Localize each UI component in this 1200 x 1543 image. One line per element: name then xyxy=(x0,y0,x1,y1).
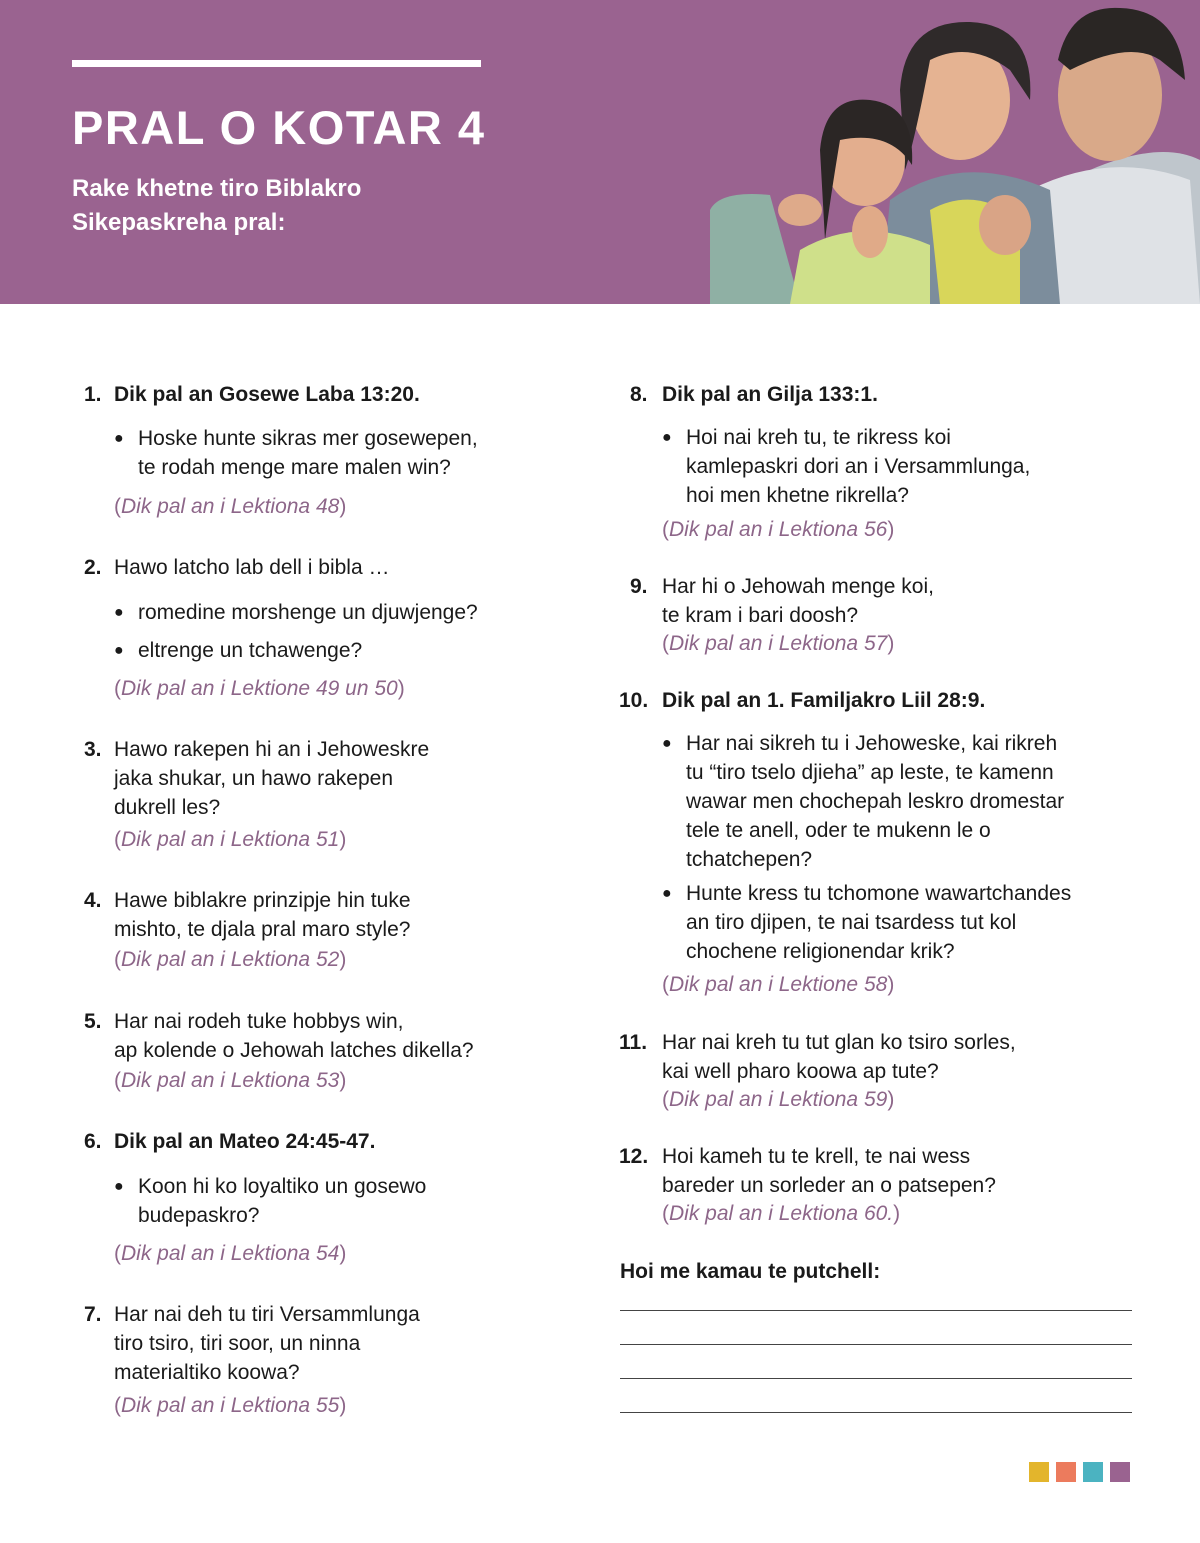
question-12 xyxy=(619,1142,996,1200)
question-text-line: Har nai kreh tu tut glan ko tsiro sorles, xyxy=(662,1031,1016,1054)
lesson-reference xyxy=(662,629,894,658)
bullet-dot-icon: ● xyxy=(662,429,672,446)
lesson-reference-text: (Dik pal an i Lektiona 48) xyxy=(114,495,347,518)
bullet-text-line: tchatchepen? xyxy=(686,848,813,871)
swatch-orange xyxy=(1056,1462,1076,1482)
bullet-text-line: an tiro djipen, te nai tsardess tut kol xyxy=(686,911,1017,934)
question-number: 6. xyxy=(84,1130,102,1153)
question-text-line: jaka shukar, un hawo rakepen xyxy=(114,767,394,790)
bullet-text-line: budepaskro? xyxy=(138,1204,260,1227)
question-number: 1. xyxy=(84,383,102,406)
lesson-reference xyxy=(114,492,346,521)
question-number: 7. xyxy=(84,1303,102,1326)
family-praying-illustration xyxy=(690,0,1200,304)
question-bullet xyxy=(114,1172,427,1230)
question-bullet xyxy=(662,423,1031,510)
question-bullet xyxy=(114,636,363,665)
lesson-reference xyxy=(662,515,894,544)
bullet-dot-icon: ● xyxy=(114,642,124,659)
color-swatches xyxy=(1029,1462,1130,1482)
question-9 xyxy=(630,572,934,630)
lesson-reference xyxy=(662,1199,900,1228)
question-text-line: Hawo latcho lab dell i bibla … xyxy=(114,556,390,579)
bullet-dot-icon: ● xyxy=(114,604,124,621)
question-text-line: kai well pharo koowa ap tute? xyxy=(662,1060,939,1083)
lesson-reference xyxy=(114,825,346,854)
lesson-reference xyxy=(662,1085,894,1114)
bullet-dot-icon: ● xyxy=(114,1178,124,1195)
lesson-reference-text: (Dik pal an i Lektiona 59) xyxy=(662,1088,895,1111)
bullet-text-line: romedine morshenge un djuwjenge? xyxy=(138,601,478,624)
note-line xyxy=(620,1344,1132,1345)
question-text-line: bareder un sorleder an o patsepen? xyxy=(662,1174,996,1197)
question-text-line: Har hi o Jehowah menge koi, xyxy=(662,575,934,598)
swatch-yellow xyxy=(1029,1462,1049,1482)
question-text-line: Hawo rakepen hi an i Jehoweskre xyxy=(114,738,430,761)
question-number: 8. xyxy=(630,383,648,406)
bullet-text-line: hoi men khetne rikrella? xyxy=(686,484,909,507)
question-5 xyxy=(84,1007,474,1065)
lesson-reference xyxy=(114,945,346,974)
bullet-text-line: wawar men chochepah leskro dromestar xyxy=(686,790,1065,813)
bullet-dot-icon: ● xyxy=(114,430,124,447)
page-title: PRAL O KOTAR 4 xyxy=(72,101,486,154)
question-text-line: tiro tsiro, tiri soor, un ninna xyxy=(114,1332,361,1355)
lesson-reference-text: (Dik pal an i Lektione 58) xyxy=(662,973,895,996)
question-6 xyxy=(84,1127,376,1156)
lesson-reference-text: (Dik pal an i Lektiona 53) xyxy=(114,1069,347,1092)
note-line xyxy=(620,1310,1132,1311)
subtitle-line-2: Sikepaskreha pral: xyxy=(72,209,286,236)
swatch-teal xyxy=(1083,1462,1103,1482)
question-text-line: Dik pal an Gosewe Laba 13:20. xyxy=(114,383,420,406)
question-bullet xyxy=(662,879,1072,966)
lesson-reference xyxy=(114,1066,346,1095)
lesson-reference-text: (Dik pal an i Lektiona 57) xyxy=(662,632,895,655)
bullet-text-line: chochene religionendar krik? xyxy=(686,940,955,963)
header-rule xyxy=(72,60,481,67)
lesson-reference-text: (Dik pal an i Lektione 49 un 50) xyxy=(114,677,405,700)
question-4 xyxy=(84,886,411,944)
question-text-line: te kram i bari doosh? xyxy=(662,604,859,627)
question-1 xyxy=(84,380,420,409)
lesson-reference-text: (Dik pal an i Lektiona 56) xyxy=(662,518,895,541)
header-banner xyxy=(0,0,1200,304)
lesson-reference-text: (Dik pal an i Lektiona 60.) xyxy=(662,1202,901,1225)
question-2 xyxy=(84,553,390,582)
question-text-line: ap kolende o Jehowah latches dikella? xyxy=(114,1039,474,1062)
question-8 xyxy=(630,380,878,409)
question-bullet xyxy=(114,424,478,482)
question-text-line: Hoi kameh tu te krell, te nai wess xyxy=(662,1145,971,1168)
bullet-text-line: Koon hi ko loyaltiko un gosewo xyxy=(138,1175,427,1198)
lesson-reference-text: (Dik pal an i Lektiona 55) xyxy=(114,1394,347,1417)
question-text-line: Hawe biblakre prinzipje hin tuke xyxy=(114,889,411,912)
lesson-reference xyxy=(662,970,894,999)
question-number: 12. xyxy=(619,1145,649,1168)
bullet-text-line: kamlepaskri dori an i Versammlunga, xyxy=(686,455,1031,478)
bullet-text-line: te rodah menge mare malen win? xyxy=(138,456,451,479)
bullet-text-line: Hoi nai kreh tu, te rikress koi xyxy=(686,426,951,449)
question-text-line: Har nai deh tu tiri Versammlunga xyxy=(114,1303,420,1326)
bullet-text-line: Hunte kress tu tchomone wawartchandes xyxy=(686,882,1072,905)
question-bullet xyxy=(114,598,478,627)
question-bullet xyxy=(662,729,1065,874)
swatch-purple xyxy=(1110,1462,1130,1482)
question-text-line: mishto, te djala pral maro style? xyxy=(114,918,411,941)
bullet-text-line: eltrenge un tchawenge? xyxy=(138,639,363,662)
lesson-reference-text: (Dik pal an i Lektiona 51) xyxy=(114,828,347,851)
note-line xyxy=(620,1412,1132,1413)
question-number: 2. xyxy=(84,556,102,579)
bullet-text-line: tu “tiro tselo djieha” ap leste, te kamenn xyxy=(686,761,1054,784)
lesson-reference xyxy=(114,674,405,703)
question-text-line: Dik pal an 1. Familjakro Liil 28:9. xyxy=(662,689,986,712)
question-number: 4. xyxy=(84,889,102,912)
question-text-line: Dik pal an Mateo 24:45-47. xyxy=(114,1130,376,1153)
question-10 xyxy=(619,686,986,715)
question-7 xyxy=(84,1300,420,1387)
question-number: 5. xyxy=(84,1010,102,1033)
lesson-reference-text: (Dik pal an i Lektiona 52) xyxy=(114,948,347,971)
bullet-dot-icon: ● xyxy=(662,885,672,902)
question-3 xyxy=(84,735,430,822)
note-line xyxy=(620,1378,1132,1379)
notes-title: Hoi me kamau te putchell: xyxy=(620,1260,881,1283)
subtitle-line-1: Rake khetne tiro Biblakro xyxy=(72,175,362,202)
lesson-reference xyxy=(114,1391,346,1420)
question-text-line: dukrell les? xyxy=(114,796,221,819)
page-subtitle xyxy=(72,172,492,240)
question-number: 11. xyxy=(619,1031,648,1054)
question-text-line: Dik pal an Gilja 133:1. xyxy=(662,383,878,406)
bullet-text-line: tele te anell, oder te mukenn le o xyxy=(686,819,991,842)
question-text-line: materialtiko koowa? xyxy=(114,1361,300,1384)
bullet-dot-icon: ● xyxy=(662,735,672,752)
bullet-text-line: Hoske hunte sikras mer gosewepen, xyxy=(138,427,478,450)
question-number: 9. xyxy=(630,575,648,598)
question-11 xyxy=(619,1028,1016,1086)
question-text-line: Har nai rodeh tuke hobbys win, xyxy=(114,1010,404,1033)
bullet-text-line: Har nai sikreh tu i Jehoweske, kai rikreh xyxy=(686,732,1058,755)
question-number: 10. xyxy=(619,689,649,712)
lesson-reference xyxy=(114,1239,346,1268)
question-number: 3. xyxy=(84,738,102,761)
lesson-reference-text: (Dik pal an i Lektiona 54) xyxy=(114,1242,347,1265)
